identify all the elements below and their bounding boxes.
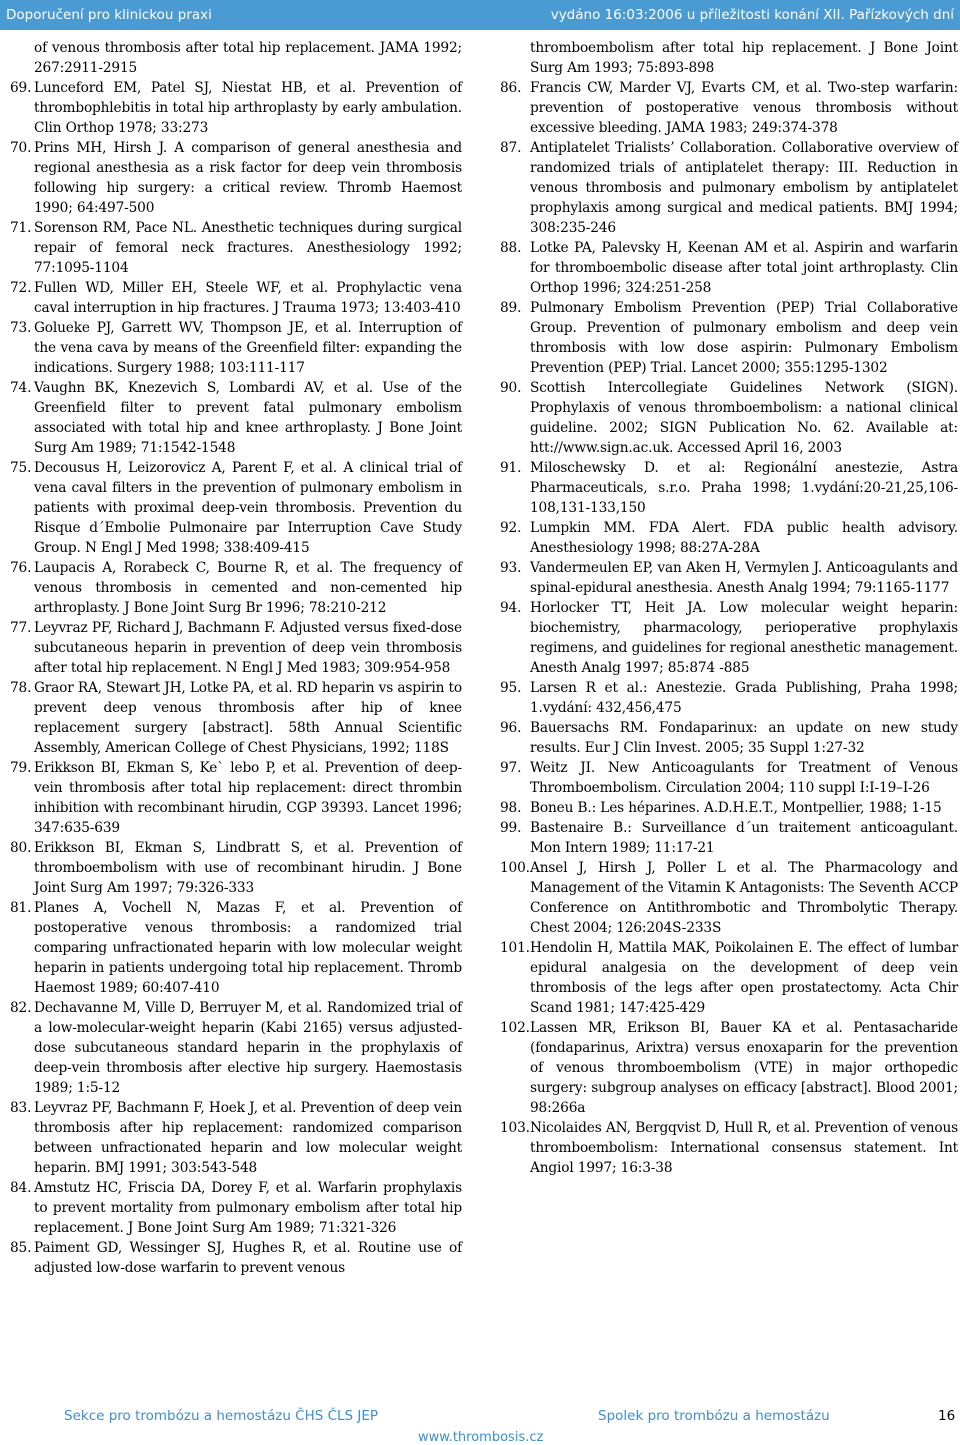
reference-number: 91. — [500, 460, 522, 476]
reference-columns — [0, 38, 960, 1378]
reference-number: 92. — [500, 520, 522, 536]
reference-text: Weitz JI. New Anticoagulants for Treatment of Venous Thromboembolism. Circulation 2004; 110 suppl I:I-19–I-26 — [530, 760, 958, 796]
reference-item — [500, 758, 958, 798]
reference-text: Paiment GD, Wessinger SJ, Hughes R, et al. Routine use of adjusted low-dose warfarin to prevent venous — [34, 1240, 462, 1276]
footer-website-link[interactable]: www.thrombosis.cz — [418, 1430, 544, 1445]
reference-number: 79. — [10, 760, 32, 776]
reference-item — [10, 1098, 462, 1178]
reference-text: Erikkson BI, Ekman S, Lindbratt S, et al. Prevention of thromboembolism with use of recombinant hirudin. J Bone Joint Surg Am 1997; 79:326-333 — [34, 840, 462, 896]
reference-item — [10, 898, 462, 998]
page-number: 16 — [938, 1408, 956, 1424]
reference-text: Laupacis A, Rorabeck C, Bourne R, et al. The frequency of venous thrombosis in cemented and non-cemented hip arthroplasty. J Bone Joint Surg Br 1996; 78:210-212 — [34, 560, 462, 616]
reference-text: Lumpkin MM. FDA Alert. FDA public health advisory. Anesthesiology 1998; 88:27A-28A — [530, 520, 958, 556]
reference-text: Miloschewsky D. et al: Regionální anestezie, Astra Pharmaceuticals, s.r.o. Praha 1998; 1.vydání:20-21,25,106-108,131-133,150 — [530, 460, 958, 516]
reference-item — [500, 238, 958, 298]
reference-text: Bauersachs RM. Fondaparinux: an update on new study results. Eur J Clin Invest. 2005; 35 Suppl 1:27-32 — [530, 720, 958, 756]
page-header — [0, 0, 960, 30]
reference-text: Decousus H, Leizorovicz A, Parent F, et al. A clinical trial of vena caval filters in the prevention of pulmonary embolism in patients with proximal deep-vein thrombosis. Prevention du Risque d´Embolie Pulmonaire par Interruption Cave Study Group. N Engl J Med 1998; 338:409-415 — [34, 460, 462, 556]
reference-number: 78. — [10, 680, 32, 696]
reference-number: 70. — [10, 140, 32, 156]
reference-item — [500, 1118, 958, 1178]
reference-item — [500, 518, 958, 558]
reference-item — [10, 558, 462, 618]
reference-item — [500, 458, 958, 518]
reference-text: Bastenaire B.: Surveillance d´un traitement anticoagulant. Mon Intern 1989; 11:17-21 — [530, 820, 958, 856]
reference-text: Sorenson RM, Pace NL. Anesthetic techniques during surgical repair of femoral neck fractures. Anesthesiology 1992; 77:1095-1104 — [34, 220, 462, 276]
reference-number: 69. — [10, 80, 32, 96]
reference-item — [500, 938, 958, 1018]
reference-number: 72. — [10, 280, 32, 296]
reference-number: 80. — [10, 840, 32, 856]
reference-number: 82. — [10, 1000, 32, 1016]
reference-item — [10, 758, 462, 838]
reference-item — [10, 138, 462, 218]
reference-number: 75. — [10, 460, 32, 476]
reference-number: 71. — [10, 220, 32, 236]
reference-item — [500, 558, 958, 598]
reference-number: 74. — [10, 380, 32, 396]
reference-item — [10, 998, 462, 1098]
reference-text: Scottish Intercollegiate Guidelines Network (SIGN). Prophylaxis of venous thromboembolism: a national clinical guideline. 2002; SIGN Publication No. 62. Available at: htt://www.sign.ac.uk. Accessed April 16, 2003 — [530, 380, 958, 456]
reference-text: Antiplatelet Trialists’ Collaboration. Collaborative overview of randomized trials of antiplatelet therapy: III. Reduction in venous thrombosis and pulmonary embolism by antiplatelet prophylaxis among surgical and medical patients. BMJ 1994; 308:235-246 — [530, 140, 958, 236]
reference-item — [500, 818, 958, 858]
reference-text: Amstutz HC, Friscia DA, Dorey F, et al. Warfarin prophylaxis to prevent mortality from pulmonary embolism after total hip replacement. J Bone Joint Surg Am 1989; 71:321-326 — [34, 1180, 462, 1236]
reference-number: 100. — [500, 860, 530, 876]
reference-text: Hendolin H, Mattila MAK, Poikolainen E. The effect of lumbar epidural analgesia on the development of deep vein thrombosis of the legs after open prostatectomy. Acta Chir Scand 1981; 147:425-429 — [530, 940, 958, 1016]
reference-item — [500, 798, 958, 818]
reference-number: 99. — [500, 820, 522, 836]
reference-item — [500, 78, 958, 138]
reference-item — [10, 1238, 462, 1278]
header-document-title: Doporučení pro klinickou praxi — [6, 7, 212, 23]
reference-number: 90. — [500, 380, 522, 396]
header-publication-note: vydáno 16:03:2006 u příležitosti konání XII. Pařízkových dní — [550, 7, 954, 23]
reference-text: Fullen WD, Miller EH, Steele WF, et al. Prophylactic vena caval interruption in hip fractures. J Trauma 1973; 13:403-410 — [34, 280, 462, 316]
reference-continuation-text: of venous thrombosis after total hip replacement. JAMA 1992; 267:2911-2915 — [34, 40, 462, 76]
reference-text: Erikkson BI, Ekman S, Ke` lebo P, et al. Prevention of deep-vein thrombosis after total hip replacement: direct thrombin inhibition with recombinant hirudin, CGP 39393. Lancet 1996; 347:635-639 — [34, 760, 462, 836]
reference-item — [500, 858, 958, 938]
reference-number: 73. — [10, 320, 32, 336]
reference-number: 88. — [500, 240, 522, 256]
reference-number: 96. — [500, 720, 522, 736]
reference-text: Vandermeulen EP, van Aken H, Vermylen J. Anticoagulants and spinal-epidural anesthesia. Anesth Analg 1994; 79:1165-1177 — [530, 560, 958, 596]
reference-number: 77. — [10, 620, 32, 636]
reference-continuation-left — [10, 38, 462, 78]
reference-text: Graor RA, Stewart JH, Lotke PA, et al. RD heparin vs aspirin to prevent deep venous thrombosis after hip of knee replacement surgery [abstract]. 58th Annual Scientific Assembly, American College of Chest Physicians, 1992; 118S — [34, 680, 462, 756]
reference-text: Lassen MR, Erikson BI, Bauer KA et al. Pentasacharide (fondaparinus, Arixtra) versus enoxaparin for the prevention of venous thromboembolism (VTE) in major orthopedic surgery: subgroup analyses on efficacy [abstract]. Blood 2001; 98:266a — [530, 1020, 958, 1116]
reference-continuation-right — [500, 38, 958, 78]
reference-item — [500, 718, 958, 758]
reference-text: Prins MH, Hirsh J. A comparison of general anesthesia and regional anesthesia as a risk factor for deep vein thrombosis following hip surgery: a critical review. Thromb Haemost 1990; 64:497-500 — [34, 140, 462, 216]
reference-text: Leyvraz PF, Richard J, Bachmann F. Adjusted versus fixed-dose subcutaneous heparin in prevention of deep vein thrombosis after total hip replacement. N Engl J Med 1983; 309:954-958 — [34, 620, 462, 676]
reference-number: 93. — [500, 560, 522, 576]
reference-number: 89. — [500, 300, 522, 316]
reference-text: Pulmonary Embolism Prevention (PEP) Trial Collaborative Group. Prevention of pulmonary embolism and deep vein thrombosis with low dose aspirin: Pulmonary Embolism Prevention (PEP) Trial. Lancet 2000; 355:1295-1302 — [530, 300, 958, 376]
reference-item — [10, 218, 462, 278]
reference-column-right — [500, 38, 958, 1178]
reference-number: 83. — [10, 1100, 32, 1116]
reference-text: Vaughn BK, Knezevich S, Lombardi AV, et al. Use of the Greenfield filter to prevent fatal pulmonary embolism associated with total hip and knee arthroplasty. J Bone Joint Surg Am 1989; 71:1542-1548 — [34, 380, 462, 456]
reference-number: 101. — [500, 940, 530, 956]
reference-text: Dechavanne M, Ville D, Berruyer M, et al. Randomized trial of a low-molecular-weight heparin (Kabi 2165) versus adjusted-dose subcutaneous standard heparin in the prophylaxis of deep-vein thrombosis after elective hip surgery. Haemostasis 1989; 1:5-12 — [34, 1000, 462, 1096]
reference-text: Nicolaides AN, Bergqvist D, Hull R, et al. Prevention of venous thromboembolism: International consensus statement. Int Angiol 1997; 16:3-38 — [530, 1120, 958, 1176]
reference-item — [500, 138, 958, 238]
reference-text: Lotke PA, Palevsky H, Keenan AM et al. Aspirin and warfarin for thromboembolic disease after total joint arthroplasty. Clin Orthop 1996; 324:251-258 — [530, 240, 958, 296]
reference-column-left — [10, 38, 462, 1278]
reference-item — [10, 618, 462, 678]
reference-item — [10, 78, 462, 138]
reference-item — [500, 378, 958, 458]
reference-item — [10, 278, 462, 318]
reference-text: Planes A, Vochell N, Mazas F, et al. Prevention of postoperative venous thrombosis: a randomized trial comparing unfractionated heparin with low molecular weight heparin in patients undergoing total hip replacement. Thromb Haemost 1989; 60:407-410 — [34, 900, 462, 996]
reference-text: Lunceford EM, Patel SJ, Niestat HB, et al. Prevention of thrombophlebitis in total hip arthroplasty by early ambulation. Clin Orthop 1978; 33:273 — [34, 80, 462, 136]
reference-item — [500, 598, 958, 678]
reference-item — [10, 318, 462, 378]
reference-number: 76. — [10, 560, 32, 576]
reference-number: 102. — [500, 1020, 530, 1036]
reference-number: 81. — [10, 900, 32, 916]
reference-item — [10, 838, 462, 898]
reference-number: 86. — [500, 80, 522, 96]
reference-text: Golueke PJ, Garrett WV, Thompson JE, et al. Interruption of the vena cava by means of the Greenfield filter: expanding the indications. Surgery 1988; 103:111-117 — [34, 320, 462, 376]
reference-text: Francis CW, Marder VJ, Evarts CM, et al. Two-step warfarin: prevention of postoperative venous thrombosis without excessive bleeding. JAMA 1983; 249:374-378 — [530, 80, 958, 136]
reference-item — [500, 1018, 958, 1118]
reference-text: Ansel J, Hirsh J, Poller L et al. The Pharmacology and Management of the Vitamin K Antagonists: The Seventh ACCP Conference on Antithrombotic and Thrombolytic Therapy. Chest 2004; 126:204S-233S — [530, 860, 958, 936]
reference-item — [10, 1178, 462, 1238]
footer-section-name: Sekce pro trombózu a hemostázu ČHS ČLS JEP — [64, 1408, 379, 1424]
reference-number: 97. — [500, 760, 522, 776]
reference-text: Boneu B.: Les héparines. A.D.H.E.T., Montpellier, 1988; 1-15 — [530, 800, 942, 816]
reference-number: 98. — [500, 800, 522, 816]
reference-item — [500, 678, 958, 718]
reference-text: Leyvraz PF, Bachmann F, Hoek J, et al. Prevention of deep vein thrombosis after hip replacement: randomized comparison between unfractionated heparin and low molecular weight heparin. BMJ 1991; 303:543-548 — [34, 1100, 462, 1176]
reference-number: 84. — [10, 1180, 32, 1196]
footer-society-name: Spolek pro trombózu a hemostázu — [598, 1408, 830, 1424]
reference-item — [500, 298, 958, 378]
reference-item — [10, 678, 462, 758]
reference-text: Larsen R et al.: Anestezie. Grada Publishing, Praha 1998; 1.vydání: 432,456,475 — [530, 680, 958, 716]
reference-item — [10, 458, 462, 558]
reference-number: 103. — [500, 1120, 530, 1136]
reference-number: 95. — [500, 680, 522, 696]
reference-number: 94. — [500, 600, 522, 616]
reference-number: 87. — [500, 140, 522, 156]
reference-item — [10, 378, 462, 458]
reference-continuation-text: thromboembolism after total hip replacement. J Bone Joint Surg Am 1993; 75:893-898 — [530, 40, 958, 76]
reference-text: Horlocker TT, Heit JA. Low molecular weight heparin: biochemistry, pharmacology, perioperative prophylaxis regimens, and guidelines for regional anesthetic management. Anesth Analg 1997; 85:874 -885 — [530, 600, 958, 676]
reference-number: 85. — [10, 1240, 32, 1256]
